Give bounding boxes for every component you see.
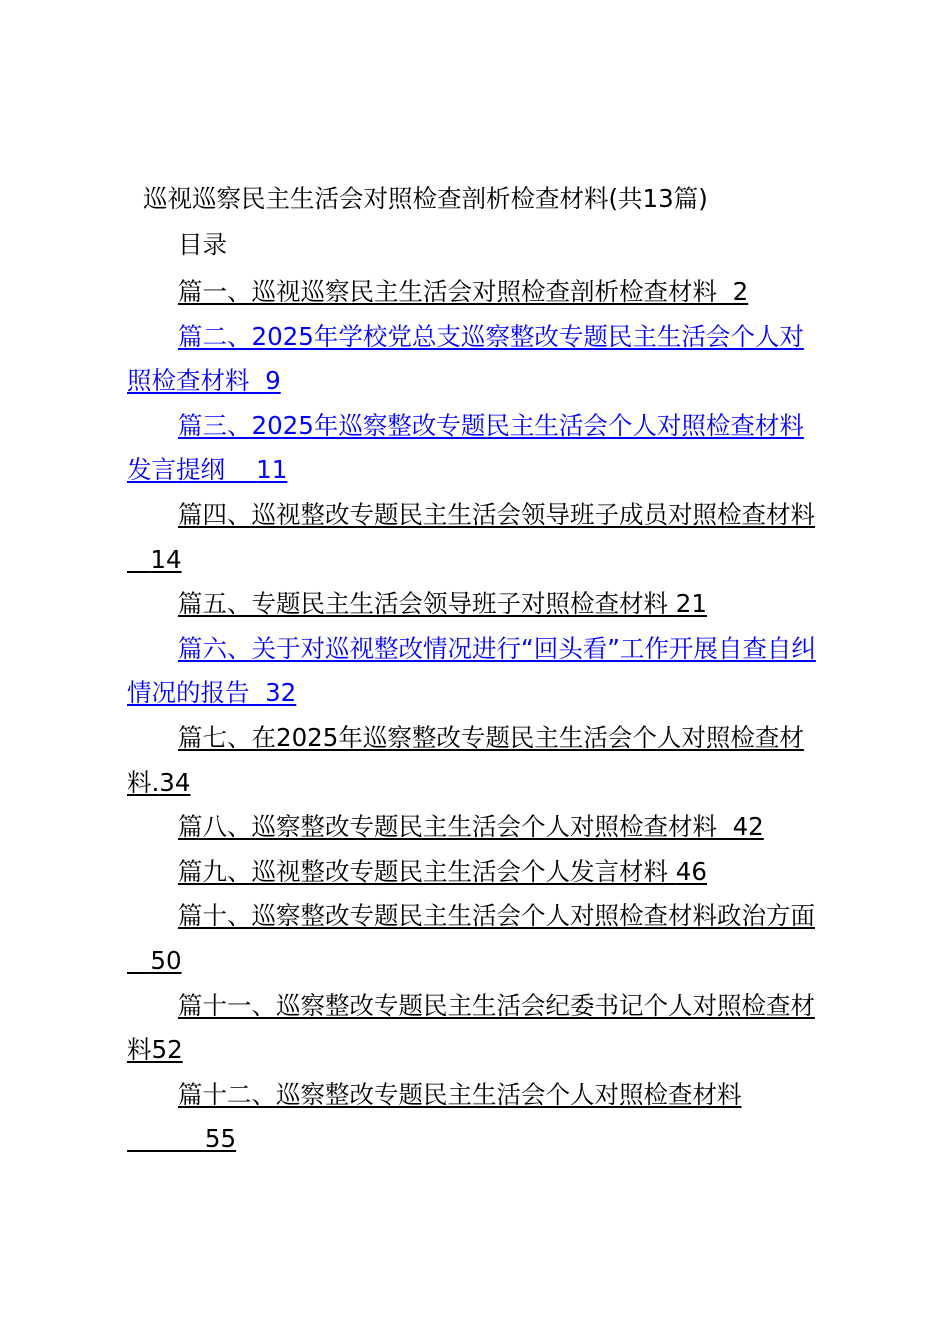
toc-entry-9[interactable] [127, 850, 821, 895]
toc-entry-page: 9 [265, 366, 281, 396]
toc-entry-text: 篇十二、巡察整改专题民主生活会个人对照检查材料 [178, 1079, 742, 1109]
toc-entry-page: 55 [204, 1124, 237, 1154]
document-title: 巡视巡察民主生活会对照检查剖析检查材料(共13篇) [143, 184, 708, 213]
toc-entry-text: 篇八、巡察整改专题民主生活会个人对照检查材料 [178, 812, 717, 842]
toc-entry-text: 篇七、在2025年巡察整改专题民主生活会个人对照检查材料 [127, 722, 804, 797]
toc-entry-2[interactable] [127, 315, 821, 404]
toc-entry-text: 篇三、2025年巡察整改专题民主生活会个人对照检查材料发言提纲 [127, 410, 804, 485]
toc-entry-1[interactable] [127, 270, 821, 315]
toc-entry-text: 篇十一、巡察整改专题民主生活会纪委书记个人对照检查材料 [127, 990, 815, 1065]
toc-entry-text: 篇四、巡视整改专题民主生活会领导班子成员对照检查材料 [178, 499, 815, 529]
toc-entry-6[interactable] [127, 627, 821, 716]
toc-entry-page: 42 [732, 812, 764, 842]
toc-entry-7[interactable]: 篇七、在2025年巡察整改专题民主生活会个人对照检查材料.34 [127, 722, 804, 797]
toc-entry-page: 2 [732, 277, 749, 306]
toc-entry-page: 21 [675, 589, 707, 619]
toc-entry-8[interactable] [127, 805, 821, 850]
toc-entry-page: 11 [256, 455, 288, 485]
toc-entry-page: 14 [150, 544, 182, 574]
toc-entry-text: 篇一、巡视巡察民主生活会对照检查剖析检查材料 [178, 277, 717, 306]
toc-entry-text: 篇五、专题民主生活会领导班子对照检查材料 [178, 589, 668, 619]
toc-entry-page: 34 [159, 767, 191, 797]
toc-entry-12[interactable] [127, 1073, 821, 1162]
toc-entry-5[interactable] [127, 582, 821, 627]
toc-entry-4[interactable] [127, 493, 821, 582]
toc-entry-page: 46 [675, 856, 707, 886]
toc-entry-text: 篇二、2025年学校党总支巡察整改专题民主生活会个人对照检查材料 [127, 321, 804, 396]
toc-entry-page: 52 [151, 1035, 183, 1065]
table-of-contents [127, 270, 821, 1162]
toc-heading: 目录 [178, 230, 227, 259]
toc-entry-page: 32 [265, 678, 297, 708]
toc-entry-page: 50 [150, 945, 182, 975]
toc-entry-text: 篇六、关于对巡视整改情况进行“回头看”工作开展自查自纠情况的报告 [127, 633, 816, 708]
toc-entry-text: 篇十、巡察整改专题民主生活会个人对照检查材料政治方面 [178, 901, 815, 931]
toc-entry-11[interactable] [127, 984, 821, 1073]
toc-entry-text: 篇九、巡视整改专题民主生活会个人发言材料 [178, 856, 668, 886]
toc-entry-3[interactable] [127, 404, 821, 493]
toc-entry-10[interactable] [127, 894, 821, 983]
